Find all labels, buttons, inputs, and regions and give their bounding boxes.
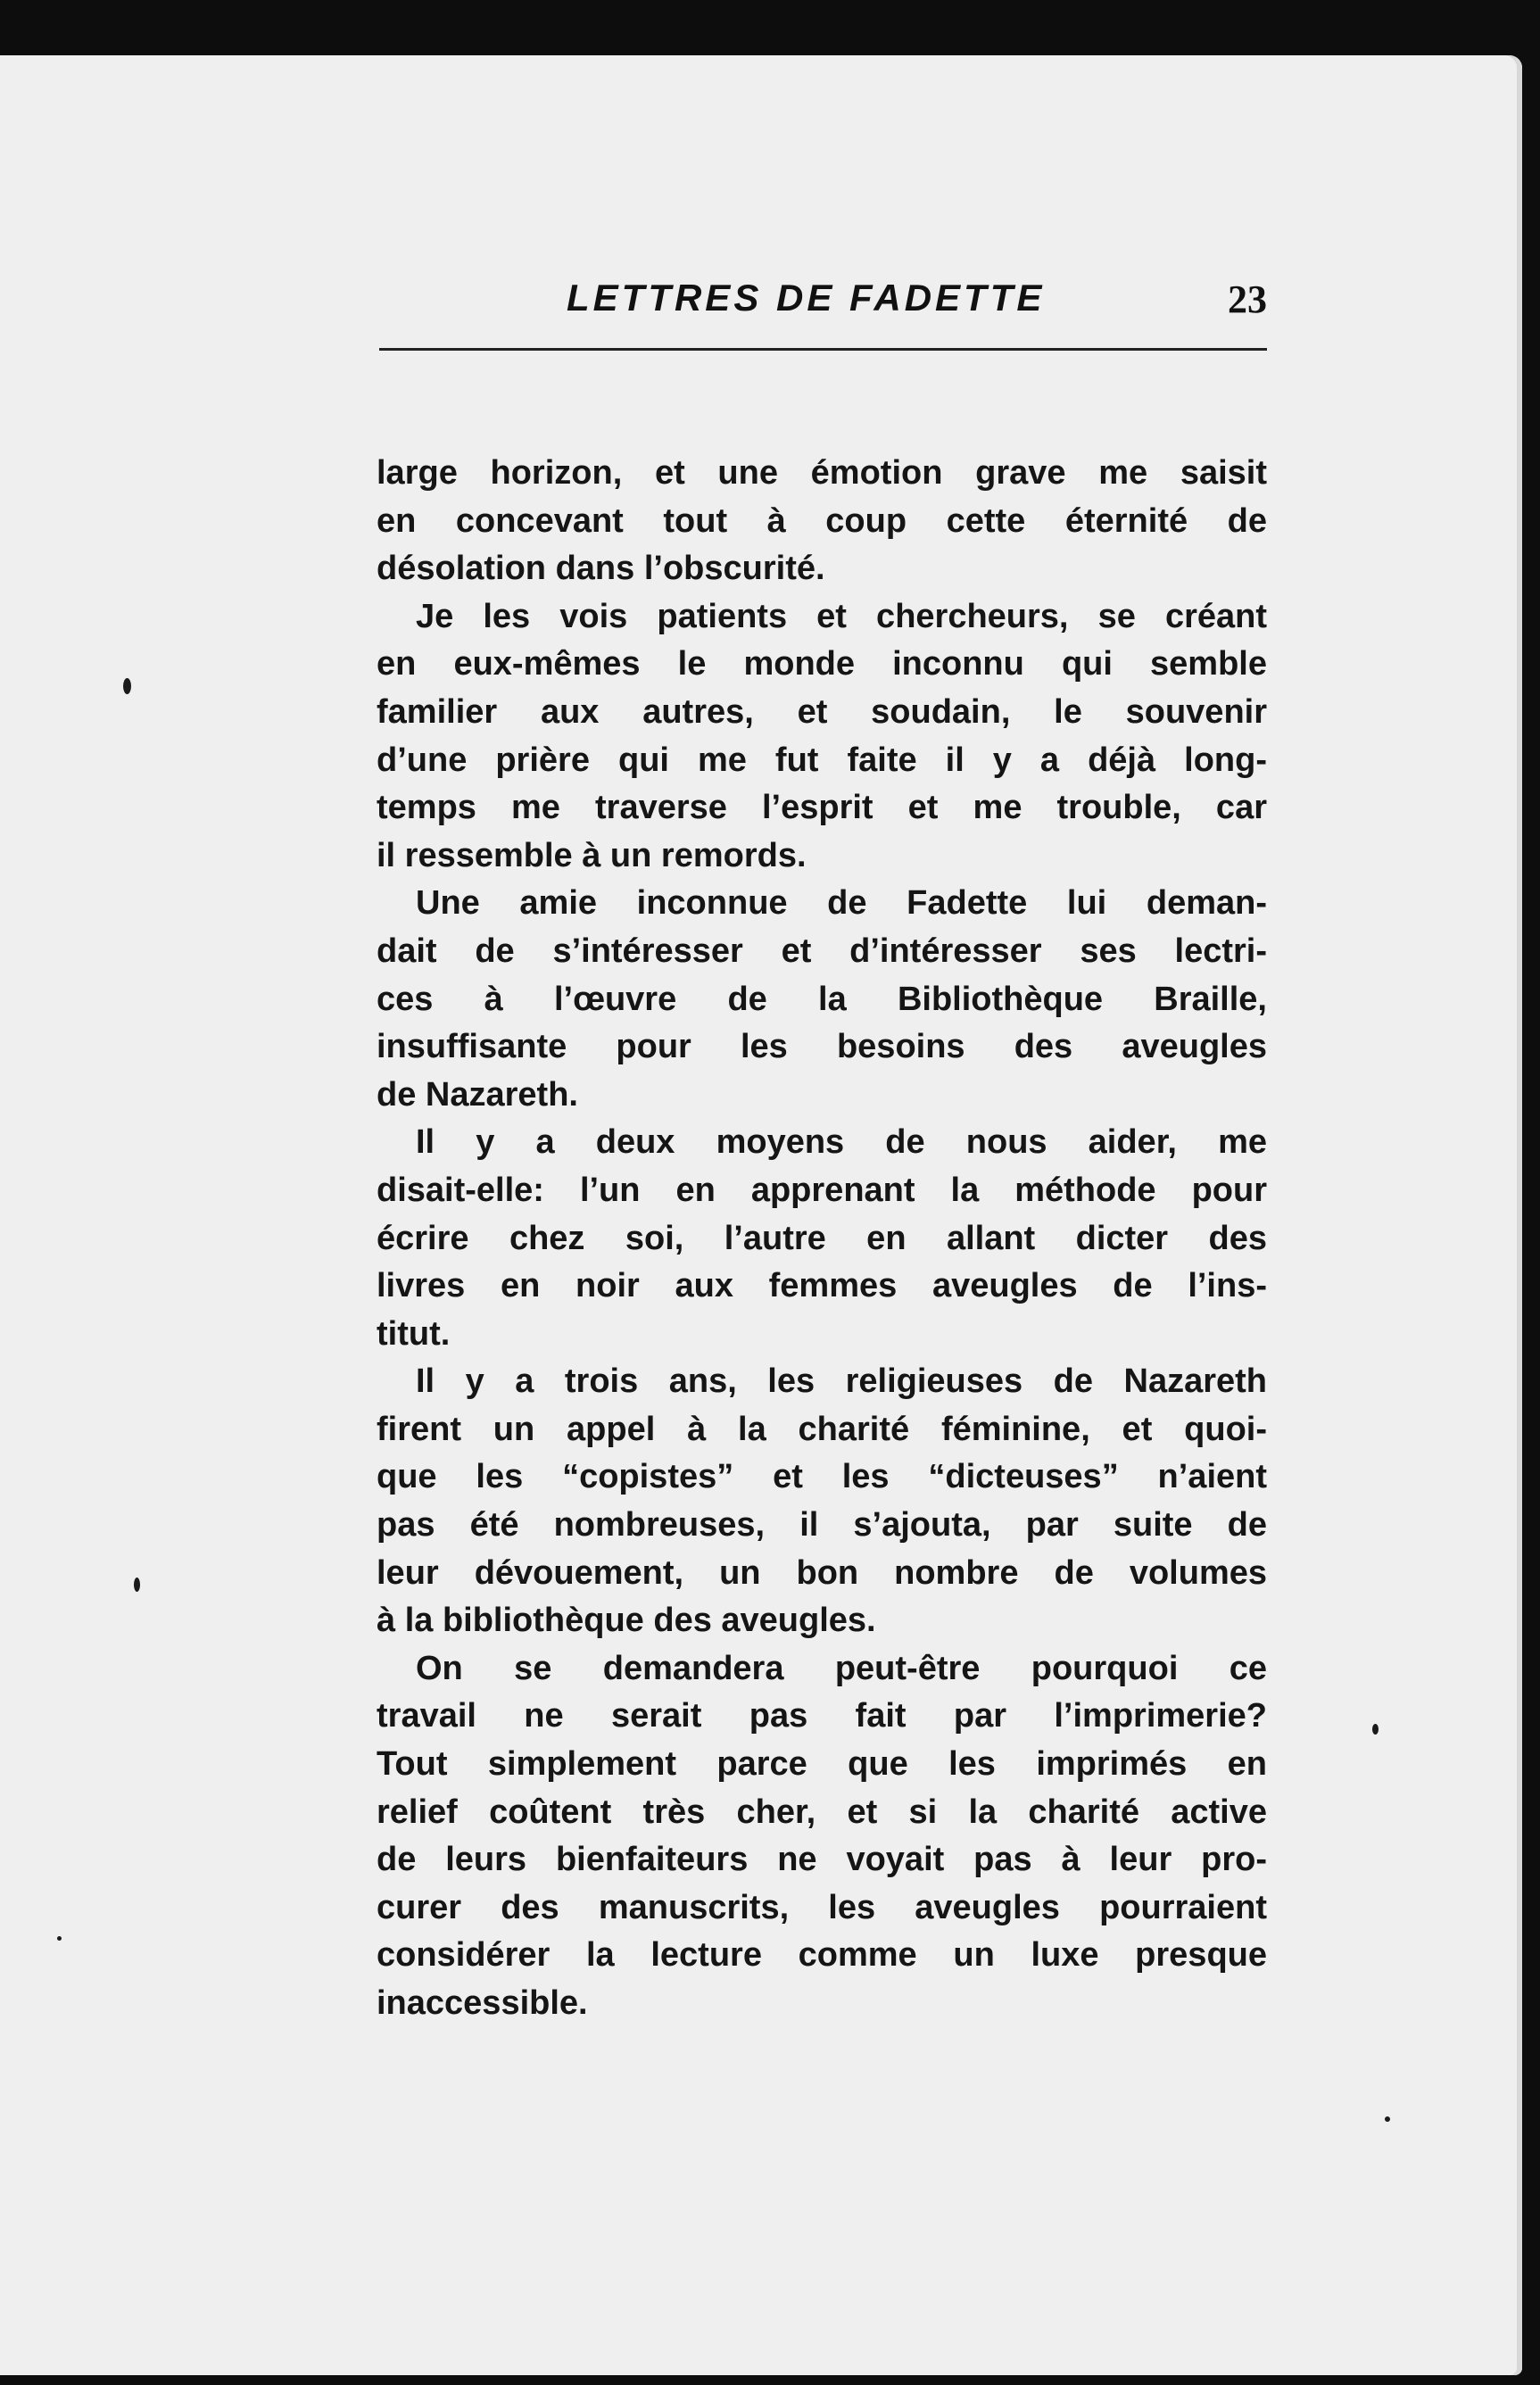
text-line: pas été nombreuses, il s’ajouta, par suite de: [377, 1506, 1267, 1544]
text-line: de leurs bienfaiteurs ne voyait pas à leur pro-: [377, 1841, 1267, 1879]
text-line: firent un appel à la charité féminine, et quoi-: [377, 1410, 1267, 1448]
text-line: à la bibliothèque des aveugles.: [377, 1602, 876, 1640]
text-line: large horizon, et une émotion grave me saisit: [377, 454, 1267, 492]
text-line: temps me traverse l’esprit et me trouble, car: [377, 789, 1267, 827]
text-line: titut.: [377, 1314, 451, 1353]
text-line: Une amie inconnue de Fadette lui deman-: [416, 884, 1267, 923]
text-line: Je les vois patients et chercheurs, se créant: [416, 597, 1267, 635]
text-line: On se demandera peut-être pourquoi ce: [416, 1649, 1267, 1687]
scan-speck: [57, 1936, 62, 1941]
text-line: familier aux autres, et soudain, le souvenir: [377, 692, 1267, 731]
text-line: Il y a deux moyens de nous aider, me: [416, 1123, 1267, 1162]
text-line: considérer la lecture comme un luxe presque: [377, 1936, 1267, 1975]
text-line: d’une prière qui me fut faite il y a déjà long-: [377, 741, 1267, 779]
text-line: en concevant tout à coup cette éternité de: [377, 501, 1267, 540]
running-title: LETTRES DE FADETTE: [567, 277, 1046, 319]
text-line: leur dévouement, un bon nombre de volumes: [377, 1553, 1267, 1592]
text-line: de Nazareth.: [377, 1075, 578, 1114]
scan-speck: [123, 678, 131, 694]
text-line: en eux-mêmes le monde inconnu qui semble: [377, 645, 1267, 683]
text-line: livres en noir aux femmes aveugles de l’ins-: [377, 1267, 1267, 1305]
scan-speck: [1372, 1724, 1379, 1735]
scan-speck: [1385, 2116, 1390, 2122]
text-line: Il y a trois ans, les religieuses de Nazareth: [416, 1362, 1267, 1401]
text-line: insuffisante pour les besoins des aveugles: [377, 1028, 1267, 1066]
text-line: relief coûtent très cher, et si la charité active: [377, 1793, 1267, 1831]
running-head: [379, 277, 1267, 366]
text-line: travail ne serait pas fait par l’imprimerie?: [377, 1697, 1267, 1735]
text-line: disait-elle: l’un en apprenant la méthode pour: [377, 1171, 1267, 1209]
body-text: [377, 450, 1267, 2028]
text-line: dait de s’intéresser et d’intéresser ses lectri-: [377, 932, 1267, 970]
text-line: Tout simplement parce que les imprimés en: [377, 1745, 1267, 1784]
text-line: ces à l’œuvre de la Bibliothèque Braille,: [377, 980, 1267, 1018]
text-line: désolation dans l’obscurité.: [377, 550, 825, 588]
header-rule: [379, 348, 1267, 351]
text-line: inaccessible.: [377, 1984, 588, 2022]
page-number: 23: [1228, 277, 1267, 321]
scan-speck: [134, 1578, 140, 1592]
text-line: que les “copistes” et les “dicteuses” n’aient: [377, 1458, 1267, 1496]
text-line: curer des manuscrits, les aveugles pourraient: [377, 1888, 1267, 1926]
text-line: il ressemble à un remords.: [377, 836, 807, 874]
text-line: écrire chez soi, l’autre en allant dicter des: [377, 1219, 1267, 1257]
